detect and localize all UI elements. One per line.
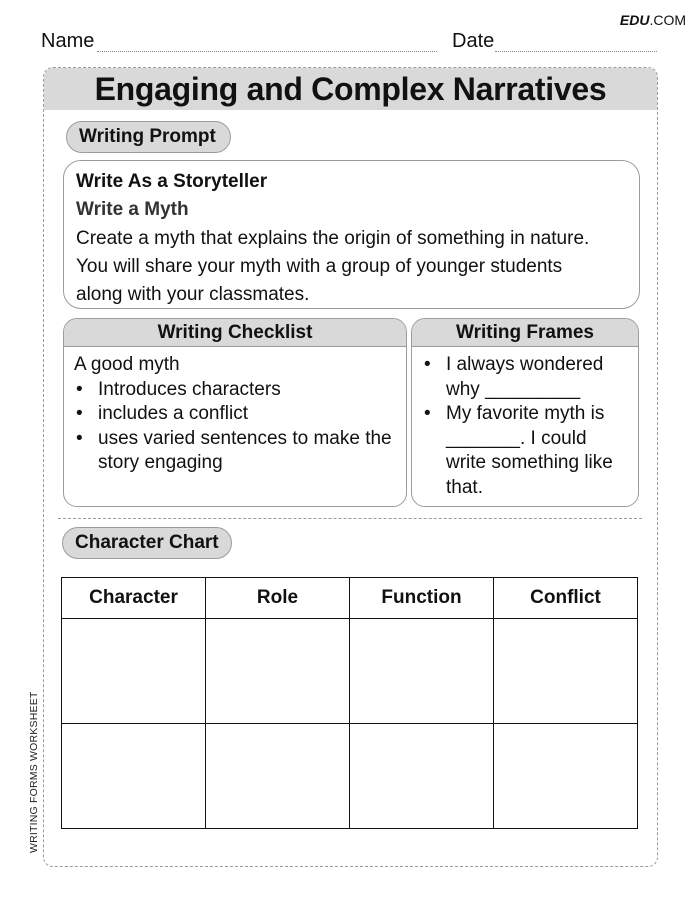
worksheet-frame xyxy=(43,67,658,867)
prompt-heading: Write As a Storyteller xyxy=(76,171,268,192)
checklist-item: • uses varied sentences to make the story engaging xyxy=(74,427,396,476)
section-divider xyxy=(58,518,642,519)
character-chart-label: Character Chart xyxy=(62,527,232,559)
side-label: WRITING FORMS WORKSHEET xyxy=(28,691,40,853)
prompt-line: You will share your myth with a group of younger students xyxy=(76,256,563,277)
prompt-line: Create a myth that explains the origin of something in nature. xyxy=(76,228,590,249)
writing-prompt-box xyxy=(63,160,640,309)
prompt-line: along with your classmates. xyxy=(76,284,310,305)
frame-item: • I always wondered why _________ xyxy=(422,353,628,402)
column-header-conflict: Conflict xyxy=(494,578,638,619)
checklist-item: • Introduces characters xyxy=(74,378,396,403)
frames-title: Writing Frames xyxy=(412,319,638,347)
writing-frames-panel xyxy=(411,318,639,507)
checklist-item: • includes a conflict xyxy=(74,402,396,427)
checklist-title: Writing Checklist xyxy=(64,319,406,347)
table-cell[interactable] xyxy=(494,724,638,829)
table-cell[interactable] xyxy=(350,724,494,829)
prompt-text xyxy=(76,225,627,309)
table-row xyxy=(62,724,638,829)
character-chart-table xyxy=(61,577,638,829)
worksheet-title: Engaging and Complex Narratives xyxy=(44,68,657,110)
table-cell[interactable] xyxy=(62,619,206,724)
table-cell[interactable] xyxy=(350,619,494,724)
table-row xyxy=(62,619,638,724)
name-line[interactable] xyxy=(97,51,437,52)
table-cell[interactable] xyxy=(206,724,350,829)
date-label: Date xyxy=(452,30,495,52)
table-cell[interactable] xyxy=(494,619,638,724)
date-line[interactable] xyxy=(495,51,657,52)
writing-checklist-panel xyxy=(63,318,407,507)
name-label: Name xyxy=(41,30,95,52)
table-cell[interactable] xyxy=(206,619,350,724)
table-cell[interactable] xyxy=(62,724,206,829)
writing-prompt-label: Writing Prompt xyxy=(66,121,231,153)
brand-logo: EDU.COM xyxy=(619,12,686,28)
prompt-subheading: Write a Myth xyxy=(76,199,189,220)
checklist-intro: A good myth xyxy=(74,354,180,375)
frame-item: • My favorite myth is _______. I could write something like that. xyxy=(422,402,628,500)
column-header-character: Character xyxy=(62,578,206,619)
column-header-role: Role xyxy=(206,578,350,619)
column-header-function: Function xyxy=(350,578,494,619)
